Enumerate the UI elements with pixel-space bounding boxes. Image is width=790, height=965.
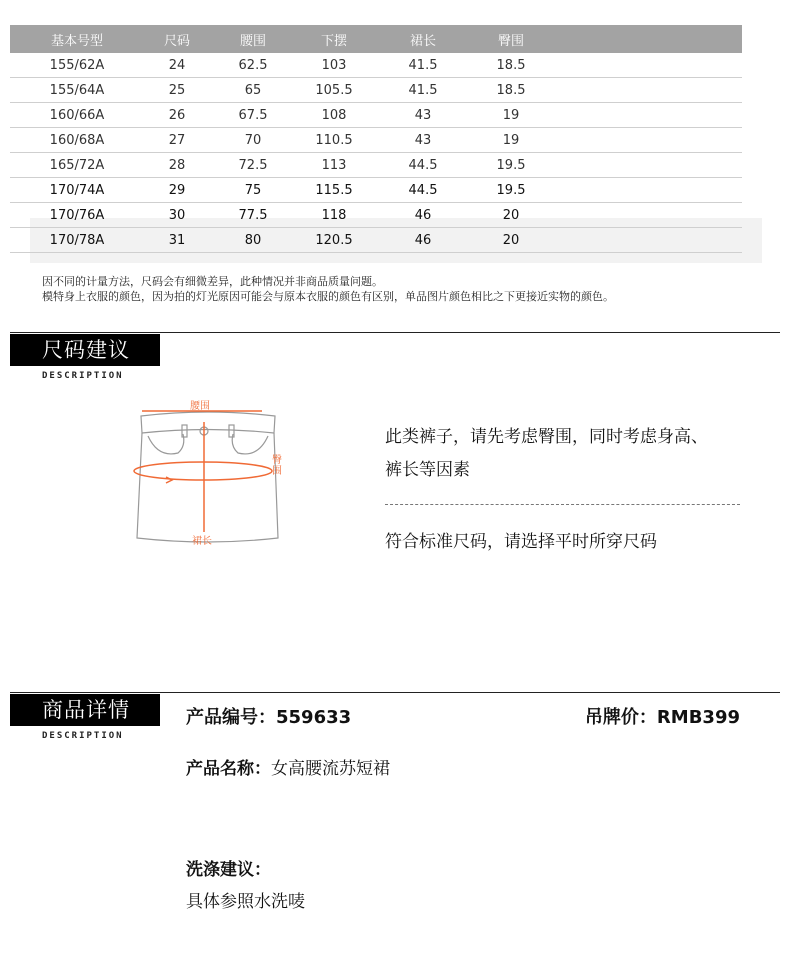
advice-line-3: 符合标准尺码，请选择平时所穿尺码 (385, 532, 657, 552)
table-cell: 155/62A (49, 57, 105, 73)
wash-value: 具体参照水洗唛 (186, 892, 305, 912)
table-cell: 110.5 (315, 132, 353, 148)
table-cell: 70 (244, 132, 262, 148)
table-cell: 105.5 (315, 82, 353, 98)
table-cell: 27 (168, 132, 186, 148)
table-cell: 62.5 (238, 57, 268, 73)
product-code-value: 559633 (276, 707, 352, 728)
advice-line-1: 此类裤子，请先考虑臀围，同时考虑身高、 (385, 427, 708, 447)
table-row (10, 53, 742, 78)
column-header: 基本号型 (50, 33, 104, 49)
table-cell: 118 (321, 207, 347, 223)
table-cell: 77.5 (238, 207, 268, 223)
table-cell: 19 (502, 132, 520, 148)
table-cell: 67.5 (238, 107, 268, 123)
table-cell: 29 (168, 182, 186, 198)
table-header (10, 25, 742, 53)
table-cell: 20 (502, 207, 520, 223)
table-row (10, 128, 742, 153)
table-cell: 26 (168, 107, 186, 123)
table-cell: 113 (321, 157, 347, 173)
tag-price-value: RMB399 (656, 707, 740, 728)
table-cell: 46 (414, 207, 432, 223)
hip-label: 臀围 (272, 455, 282, 477)
size-section-subtitle: DESCRIPTION (42, 371, 124, 381)
table-cell: 170/78A (49, 232, 105, 248)
table-cell: 24 (168, 57, 186, 73)
table-cell: 108 (321, 107, 347, 123)
table-cell: 43 (414, 132, 432, 148)
product-name-value: 女高腰流苏短裙 (271, 759, 390, 779)
detail-section-subtitle: DESCRIPTION (42, 731, 124, 741)
product-name-label: 产品名称： (186, 759, 271, 779)
detail-section-title: 商品详情 (10, 694, 160, 726)
table-cell: 170/76A (49, 207, 105, 223)
table-row (10, 153, 742, 178)
note-1: 因不同的计量方法，尺码会有细微差异，此种情况并非商品质量问题。 (42, 275, 383, 288)
table-cell: 18.5 (496, 82, 526, 98)
product-code (186, 703, 351, 729)
table-cell: 65 (244, 82, 262, 98)
table-cell: 155/64A (49, 82, 105, 98)
dashed-divider (385, 504, 740, 505)
table-cell: 28 (168, 157, 186, 173)
wash-label: 洗涤建议： (186, 860, 271, 880)
table-row (10, 178, 742, 203)
column-header: 裙长 (409, 33, 437, 49)
table-cell: 18.5 (496, 57, 526, 73)
product-name (186, 754, 390, 779)
section-divider (10, 692, 780, 693)
size-table (10, 25, 742, 253)
table-cell: 25 (168, 82, 186, 98)
section-divider (10, 332, 780, 333)
table-row (10, 78, 742, 103)
column-header: 尺码 (163, 33, 191, 49)
table-cell: 72.5 (238, 157, 268, 173)
table-cell: 160/68A (49, 132, 105, 148)
table-cell: 20 (502, 232, 520, 248)
table-cell: 19.5 (496, 182, 526, 198)
table-cell: 170/74A (49, 182, 105, 198)
table-cell: 43 (414, 107, 432, 123)
note-2: 模特身上衣服的颜色，因为拍的灯光原因可能会与原本衣服的颜色有区别，单品图片颜色相比之下更接近实物的颜色。 (42, 290, 614, 303)
table-cell: 115.5 (315, 182, 353, 198)
table-cell: 44.5 (408, 157, 438, 173)
column-header: 下摆 (320, 33, 348, 49)
tag-price-label: 吊牌价： (584, 707, 657, 728)
advice-line-2: 裤长等因素 (385, 460, 470, 480)
table-cell: 46 (414, 232, 432, 248)
table-row (10, 103, 742, 128)
table-cell: 44.5 (408, 182, 438, 198)
table-cell: 41.5 (408, 57, 438, 73)
table-cell: 31 (168, 232, 186, 248)
table-cell: 165/72A (49, 157, 105, 173)
table-cell: 41.5 (408, 82, 438, 98)
tag-price (585, 703, 740, 729)
column-header: 腰围 (239, 33, 267, 49)
column-header: 臀围 (497, 33, 525, 49)
length-label: 裙长 (192, 536, 212, 547)
table-cell: 80 (244, 232, 262, 248)
table-cell: 19.5 (496, 157, 526, 173)
table-row (10, 203, 742, 228)
table-cell: 19 (502, 107, 520, 123)
skirt-diagram (128, 398, 288, 550)
waist-label: 腰围 (190, 401, 210, 412)
table-row (10, 228, 742, 253)
table-cell: 75 (244, 182, 262, 198)
table-cell: 30 (168, 207, 186, 223)
size-section-title: 尺码建议 (10, 334, 160, 366)
table-cell: 120.5 (315, 232, 353, 248)
product-code-label: 产品编号： (186, 707, 276, 728)
table-cell: 160/66A (49, 107, 105, 123)
table-cell: 103 (321, 57, 347, 73)
